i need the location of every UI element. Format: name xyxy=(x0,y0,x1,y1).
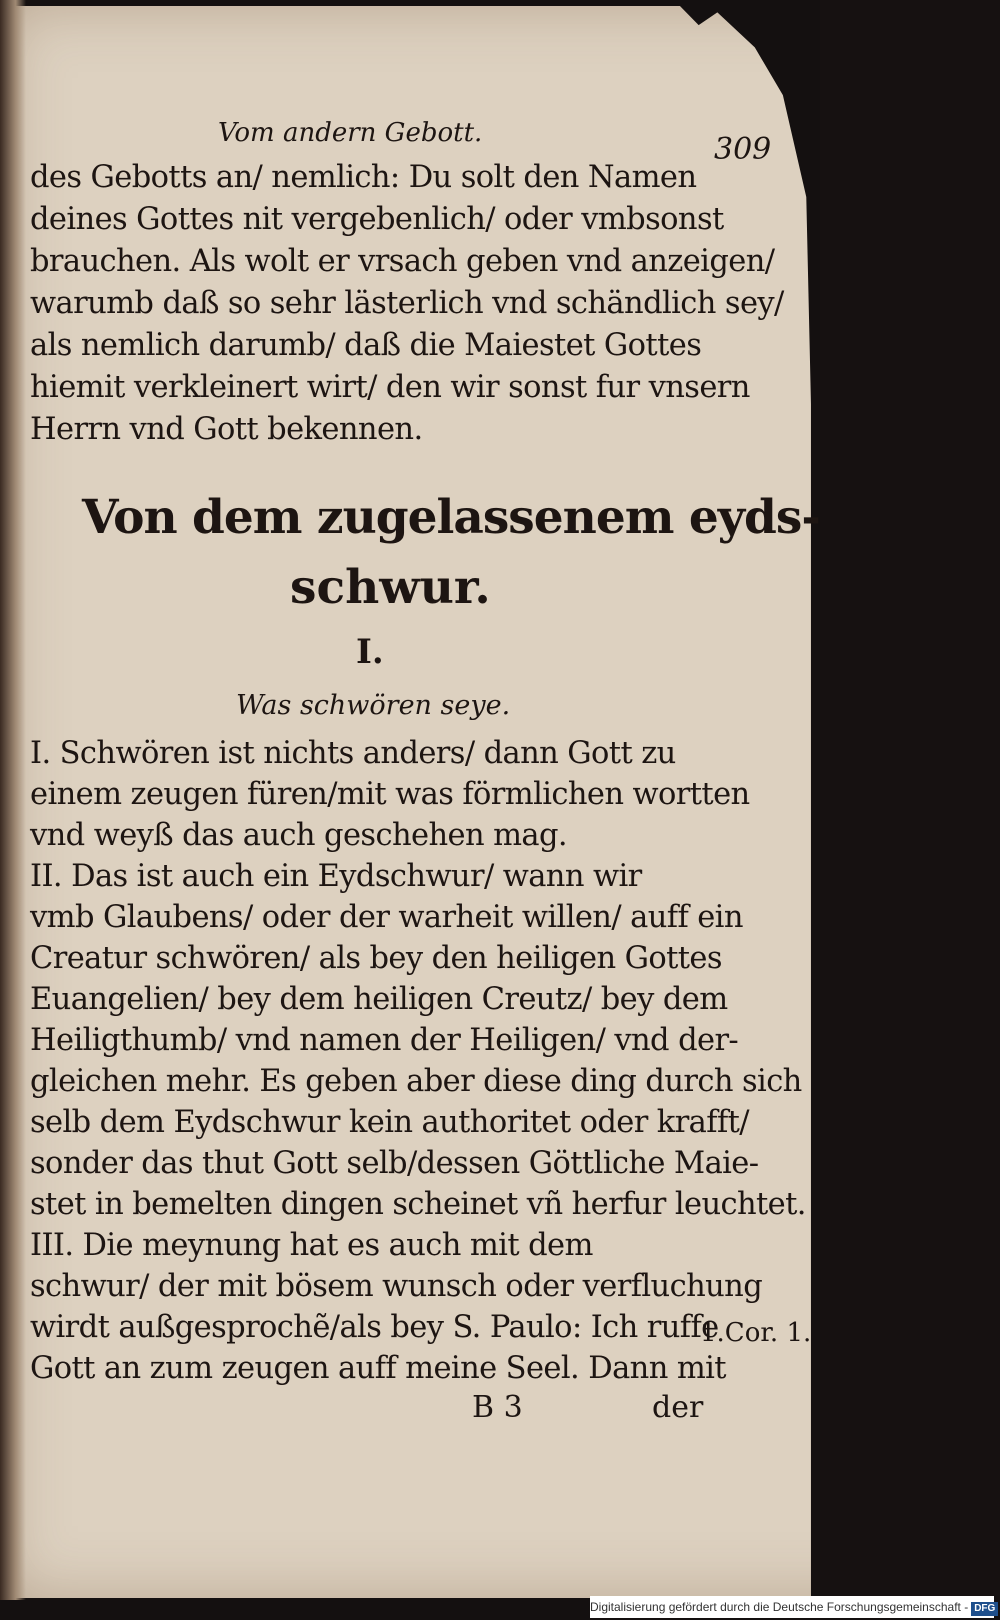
intro-line: Herrn vnd Gott bekennen. xyxy=(30,412,423,447)
margin-note: 1.Cor. 1. xyxy=(700,1318,812,1348)
section-title: Was schwören seye. xyxy=(236,690,511,721)
chapter-heading: Von dem zugelassenem eyds- xyxy=(82,490,820,545)
body-line: Euangelien/ bey dem heiligen Creutz/ bey dem xyxy=(30,982,728,1017)
body-line: Heiligthumb/ vnd namen der Heiligen/ vnd der- xyxy=(30,1023,739,1058)
chapter-heading-continued: schwur. xyxy=(290,560,491,615)
intro-line: brauchen. Als wolt er vrsach geben vnd anzeigen/ xyxy=(30,244,775,279)
body-line: wirdt außgesprochẽ/als bey S. Paulo: Ich ruffe xyxy=(30,1310,719,1345)
body-line: gleichen mehr. Es geben aber diese ding durch sich xyxy=(30,1064,802,1099)
dfg-logo: DFG xyxy=(971,1602,998,1616)
page-number: 309 xyxy=(714,132,772,167)
section-number: I. xyxy=(356,632,384,672)
dark-background-edge xyxy=(820,0,1000,1610)
running-head: Vom andern Gebott. xyxy=(218,118,483,148)
intro-line: warumb daß so sehr lästerlich vnd schändlich sey/ xyxy=(30,286,784,321)
body-line: selb dem Eydschwur kein authoritet oder krafft/ xyxy=(30,1105,749,1140)
intro-line: hiemit verkleinert wirt/ den wir sonst fur vnsern xyxy=(30,370,750,405)
body-line: III. Die meynung hat es auch mit dem xyxy=(30,1228,593,1263)
body-line: sonder das thut Gott selb/dessen Göttliche Maie- xyxy=(30,1146,759,1181)
intro-line: als nemlich darumb/ daß die Maiestet Gottes xyxy=(30,328,702,363)
body-line: schwur/ der mit bösem wunsch oder verfluchung xyxy=(30,1269,763,1304)
body-line: vnd weyß das auch geschehen mag. xyxy=(30,818,568,853)
book-binding-edge xyxy=(0,0,26,1600)
intro-line: des Gebotts an/ nemlich: Du solt den Namen xyxy=(30,160,697,195)
intro-line: deines Gottes nit vergebenlich/ oder vmbsonst xyxy=(30,202,724,237)
digitization-credit-footer xyxy=(590,1596,994,1618)
body-line: Gott an zum zeugen auff meine Seel. Dann mit xyxy=(30,1351,726,1386)
footer-text: Digitalisierung gefördert durch die Deutsche Forschungsgemeinschaft - xyxy=(590,1600,969,1614)
body-line: stet in bemelten dingen scheinet vñ herfur leuchtet. xyxy=(30,1187,806,1222)
body-line: Creatur schwören/ als bey den heiligen Gottes xyxy=(30,941,722,976)
body-line: einem zeugen füren/mit was förmlichen wortten xyxy=(30,777,750,812)
body-line: II. Das ist auch ein Eydschwur/ wann wir xyxy=(30,859,642,894)
signature-mark: B 3 xyxy=(472,1390,523,1425)
catchword: der xyxy=(652,1390,704,1425)
body-line: I. Schwören ist nichts anders/ dann Gott zu xyxy=(30,736,676,771)
body-line: vmb Glaubens/ oder der warheit willen/ auff ein xyxy=(30,900,743,935)
